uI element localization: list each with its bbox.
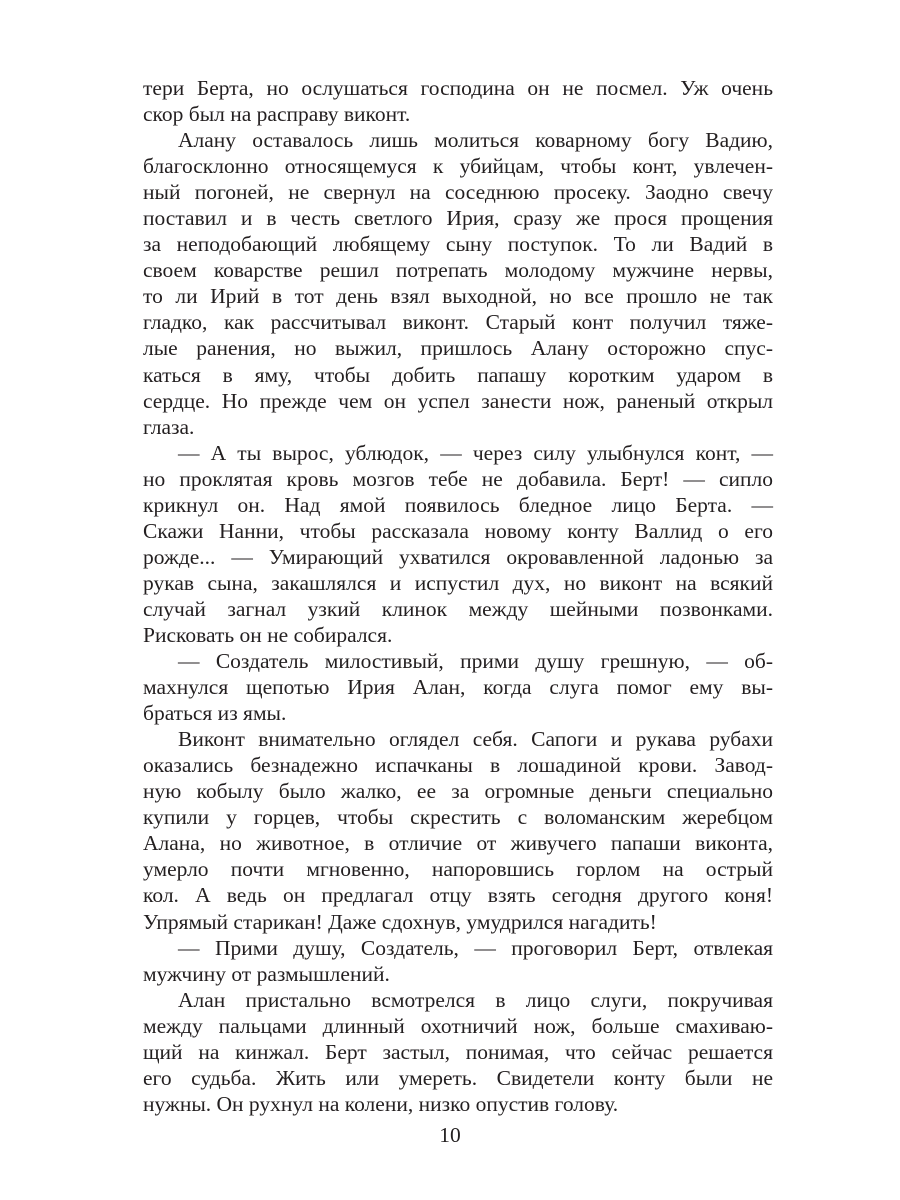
- text-line: ную кобылу было жалко, ее за огромные деньги специально: [143, 779, 773, 804]
- text-line: крикнул он. Над ямой появилось бледное лицо Берта. —: [143, 492, 773, 517]
- text-line: сердце. Но прежде чем он успел занести нож, раненый открыл: [143, 388, 773, 413]
- text-line: глаза.: [143, 414, 195, 439]
- text-line: кол. А ведь он предлагал отцу взять сегодня другого коня!: [143, 883, 773, 908]
- text-line: оказались безнадежно испачканы в лошадиной крови. Завод-: [143, 753, 773, 778]
- text-line: ный погоней, не свернул на соседнюю просеку. Заодно свечу: [143, 180, 773, 205]
- page-number: 10: [439, 1123, 461, 1147]
- text-line: мужчину от размышлений.: [143, 961, 390, 986]
- text-line: — Прими душу, Создатель, — проговорил Берт, отвлекая: [178, 935, 773, 960]
- text-line: — Создатель милостивый, прими душу грешную, — об-: [178, 649, 773, 674]
- text-line: Упрямый старикан! Даже сдохнув, умудрился нагадить!: [143, 909, 657, 934]
- text-line: Алана, но животное, в отличие от живучего папаши виконта,: [143, 831, 773, 856]
- text-line: гладко, как рассчитывал виконт. Старый конт получил тяже-: [143, 310, 773, 335]
- text-line: но проклятая кровь мозгов тебе не добавила. Берт! — сипло: [143, 466, 773, 491]
- text-line: браться из ямы.: [143, 701, 287, 726]
- text-line: лые ранения, но выжил, пришлось Алану осторожно спус-: [143, 336, 773, 361]
- text-line: благосклонно относящемуся к убийцам, чтобы конт, увлечен-: [143, 154, 773, 179]
- text-line: махнулся щепотью Ирия Алан, когда слуга помог ему вы-: [143, 675, 773, 700]
- text-line: Скажи Нанни, чтобы рассказала новому конту Валлид о его: [143, 518, 773, 543]
- book-page-text: [143, 75, 773, 1117]
- text-line: его судьба. Жить или умереть. Свидетели конту были не: [143, 1065, 773, 1090]
- text-line: Рисковать он не собирался.: [143, 622, 393, 647]
- text-line: скор был на расправу виконт.: [143, 102, 411, 127]
- text-line: умерло почти мгновенно, напоровшись горлом на острый: [143, 857, 773, 882]
- text-line: щий на кинжал. Берт застыл, понимая, что сейчас решается: [143, 1039, 773, 1064]
- text-line: нужны. Он рухнул на колени, низко опустив голову.: [143, 1091, 619, 1116]
- text-line: случай загнал узкий клинок между шейными позвонками.: [143, 596, 773, 621]
- text-line: каться в яму, чтобы добить папашу коротким ударом в: [143, 362, 773, 387]
- text-line: тери Берта, но ослушаться господина он не посмел. Уж очень: [143, 76, 773, 100]
- text-line: Виконт внимательно оглядел себя. Сапоги и рукава рубахи: [178, 727, 773, 752]
- text-line: поставил и в честь светлого Ирия, сразу же прося прощения: [143, 206, 773, 231]
- text-line: то ли Ирий в тот день взял выходной, но все прошло не так: [143, 284, 773, 309]
- text-line: рожде... — Умирающий ухватился окровавленной ладонью за: [143, 544, 773, 569]
- text-line: своем коварстве решил потрепать молодому мужчине нервы,: [143, 258, 773, 283]
- text-line: Алан пристально всмотрелся в лицо слуги, покручивая: [178, 987, 773, 1012]
- text-line: за неподобающий любящему сыну поступок. То ли Вадий в: [143, 232, 773, 257]
- text-line: — А ты вырос, ублюдок, — через силу улыбнулся конт, —: [178, 440, 773, 465]
- text-line: рукав сына, закашлялся и испустил дух, но виконт на всякий: [143, 570, 773, 595]
- text-line: Алану оставалось лишь молиться коварному богу Вадию,: [178, 128, 773, 153]
- text-line: между пальцами длинный охотничий нож, больше смахиваю-: [143, 1013, 773, 1038]
- text-line: купили у горцев, чтобы скрестить с воломанским жеребцом: [143, 805, 773, 830]
